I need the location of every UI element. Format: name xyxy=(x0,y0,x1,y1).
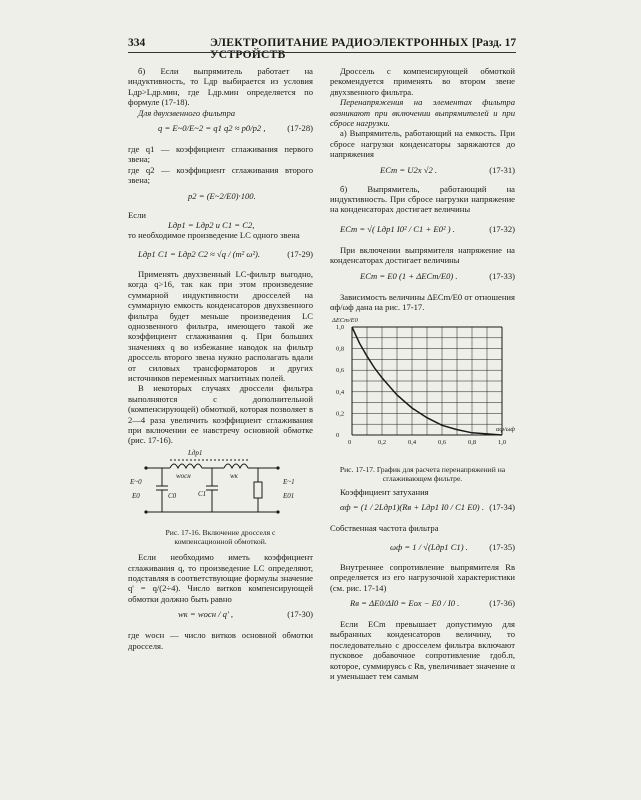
equation-17-35: ωф = 1 / √(Lдр1 C1) . (17-35) xyxy=(390,541,515,552)
condition: Lдр1 = Lдр2 и C1 = C2, xyxy=(168,220,255,231)
paragraph: При включении выпрямителя напряжение на конденсаторах достигает величины xyxy=(330,244,515,266)
header-title: ЭЛЕКТРОПИТАНИЕ РАДИОЭЛЕКТРОННЫХ УСТРОЙСТВ xyxy=(210,37,469,61)
text-line: Собственная частота фильтра xyxy=(330,523,439,534)
x-tick-label: 0 xyxy=(348,438,352,446)
where-line: где q2 — коэффициент сглаживания второго звена; xyxy=(128,164,313,186)
paragraph: а) Выпрямитель, работающий на емкость. При сбросе нагрузки конденсаторы заряжаются до напряжения xyxy=(330,128,515,160)
equation-17-30: wк = wосн / q' , (17-30) xyxy=(178,609,313,620)
equation-17-29: Lдр1 C1 = Lдр2 C2 ≈ √q / (m² ω²). (17-29) xyxy=(138,248,313,259)
header-rule xyxy=(128,52,516,53)
text-line: Если xyxy=(128,209,146,220)
equation-17-36: Rв = ΔE0/ΔI0 = Eох − E0 / I0 . (17-36) xyxy=(350,597,515,608)
equation-17-32: ECm = √( Lдр1 I0² / C1 + E0² ) . (17-32) xyxy=(340,223,515,234)
x-tick-label: 0,8 xyxy=(468,438,477,446)
text-line: то необходимое произведение LC одного звена xyxy=(128,230,300,241)
paragraph: Зависимость величины ΔECm/E0 от отношения αф/ωф дана на рис. 17-17. xyxy=(330,291,515,313)
chart-x-label: αф/ωф xyxy=(496,425,515,433)
y-tick-label: 0,2 xyxy=(336,409,345,417)
header-section: [Разд. 17 xyxy=(472,37,517,49)
where-line: где wосн — число витков основной обмотки дросселя. xyxy=(128,630,313,651)
paragraph: б) Выпрямитель, работающий на индуктивность. При сбросе нагрузки напряжение на конденсаторах достигает величины xyxy=(330,183,515,215)
y-tick-label: 0,4 xyxy=(336,388,345,396)
chart-grid xyxy=(352,327,502,435)
equation-17-31: ECm = U2x √2 . (17-31) xyxy=(380,164,515,175)
y-tick-label: 0,6 xyxy=(336,366,345,374)
paragraph: б) Если выпрямитель работает на индуктивность, то Lдр выбирается из условия Lдр>Lдр.мин, где Lдр.мин определяется по формуле (17-18). xyxy=(128,66,313,108)
equation-17-28: q = E~0/E~2 = q1 q2 ≈ p0/p2 , (17-28) xyxy=(158,123,313,134)
paragraph: В некоторых случаях дроссели фильтра выполняются с дополнительной (компенсирующей) обмоткой, которая позволяет в 2—4 раза увеличить коэффициент сглаживания при включении ее навстречу основной обмотке (рис. 17-16). xyxy=(128,383,313,446)
equation-17-33: ECm = E0 (1 + ΔECm/E0) . (17-33) xyxy=(360,270,515,281)
where-line: где q1 — коэффициент сглаживания первого звена; xyxy=(128,144,313,165)
y-tick-label: 1,0 xyxy=(336,323,345,331)
x-tick-label: 1,0 xyxy=(498,438,507,446)
subheading: Перенапряжения на элементах фильтра возникают при включении выпрямителей и при сбросе нагрузки. xyxy=(330,97,515,129)
output-ac-label: E~1 xyxy=(283,477,295,486)
right-column xyxy=(330,66,515,681)
input-ac-label: E~0 xyxy=(130,477,142,486)
y-tick-label: 0 xyxy=(336,431,340,439)
x-tick-label: 0,6 xyxy=(438,438,447,446)
output-dc-label: E01 xyxy=(283,491,295,500)
paragraph: Дроссель с компенсирующей обмоткой рекомендуется применять во втором звене двухзвенного фильтра. xyxy=(330,66,515,97)
main-winding-label: wосн xyxy=(176,471,191,480)
chart-fig-17-17 xyxy=(330,313,515,463)
paragraph: Если необходимо иметь коэффициент сглаживания q, то произведение LC определяют, подставляя в соответствующие формулы значение q' = q/(2÷4). Число витков компенсирующей обмотки должно быть равно xyxy=(128,552,313,604)
text-line: Коэффициент затухания xyxy=(340,486,429,497)
y-tick-label: 0,8 xyxy=(336,345,345,353)
input-dc-label: E0 xyxy=(132,491,140,500)
chart-y-label: ΔECm/E0 xyxy=(332,316,358,324)
subheading: Для двухзвенного фильтра xyxy=(138,107,236,118)
page-number: 334 xyxy=(128,37,146,49)
inductor-label: Lдр1 xyxy=(188,448,203,457)
comp-winding-label: wк xyxy=(230,471,238,480)
figure-caption: Рис. 17-16. Включение дросселя с компенсационной обмоткой. xyxy=(165,528,276,547)
circuit-diagram-fig-17-16 xyxy=(128,446,313,526)
paragraph: Если ECm превышает допустимую для выбранных конденсаторов величину, то последовательно с дросселем фильтра включают пусковое добавочное сопротивление rдоб.п, которое, суммируясь с Rв, увеличивает значение α и уменьшает тем самым xyxy=(330,618,515,681)
x-tick-label: 0,4 xyxy=(408,438,417,446)
paragraph: Внутреннее сопротивление выпрямителя Rв определяется из его нагрузочной характеристики (см. рис. 17-14) xyxy=(330,561,515,593)
equation-p2: p2 = (E~2/E0)·100. xyxy=(188,190,256,201)
c0-label: C0 xyxy=(168,491,177,500)
figure-caption: Рис. 17-17. График для расчета перенапряжений на сглаживающем фильтре. xyxy=(339,464,506,483)
c1-label: C1 xyxy=(198,489,207,498)
x-tick-label: 0,2 xyxy=(378,438,387,446)
left-column xyxy=(128,66,313,651)
paragraph: Применять двухзвенный LC-фильтр выгодно, когда q>16, так как при этом произведение суммарной индуктивности дросселей на суммарную емкость конденсаторов двухзвенного фильтра будет меньше произведения LC однозвенного фильтра, имеющего такой же коэффициент сглаживания q. При больших значениях q во избежание наводок на фильтр дроссель второго звена нужно располагать вдали от силовых трансформаторов и других источников переменных магнитных полей. xyxy=(128,268,313,383)
equation-17-34: αф = (1 / 2Lдр1)(Rв + Lдр1 I0 / C1 E0) . (17-34) xyxy=(340,502,515,513)
